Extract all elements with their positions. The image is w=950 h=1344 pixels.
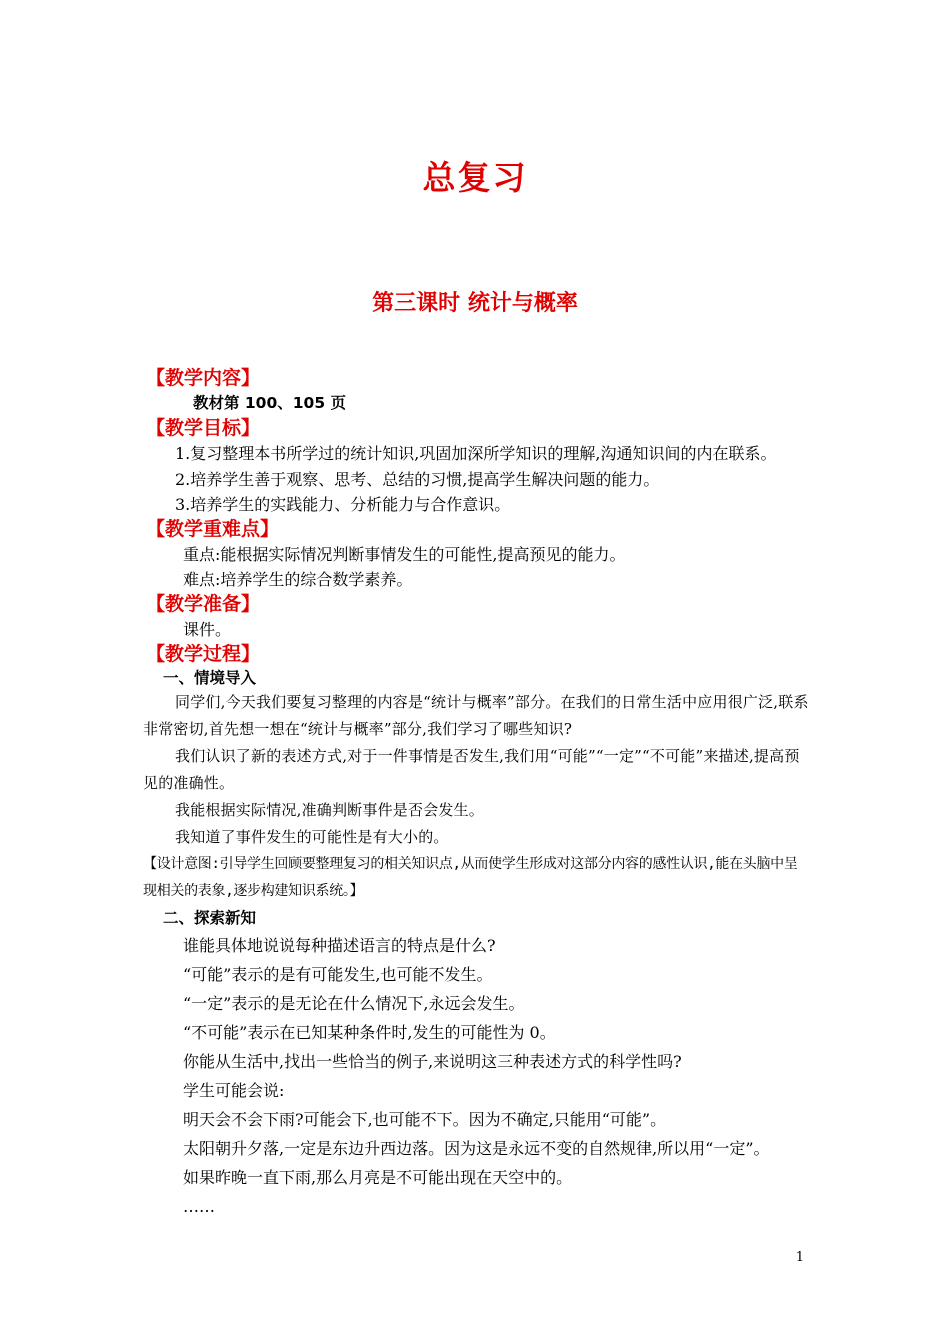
content-text: 教材第 100、105 页 [193,394,347,412]
document-title: 总复习 [422,158,528,197]
part2-line: 谁能具体地说说每种描述语言的特点是什么? [183,936,496,955]
part1-title: 一、情境导入 [163,669,257,687]
lesson-subtitle: 第三课时 统计与概率 [372,291,578,316]
page-number: 1 [795,1250,804,1265]
part2-line: …… [183,1197,215,1216]
heading-key-points: 【教学重难点】 [146,518,280,540]
design-intent-note: 【设计意图:引导学生回顾要整理复习的相关知识点,从而使学生形成对这部分内容的感性认识,能在头脑中呈现相关的表象,逐步构建知识系统。】 [143,856,798,899]
document-body [143,366,811,1221]
goal-item-2: 2.培养学生善于观察、思考、总结的习惯,提高学生解决问题的能力。 [175,470,660,489]
part1-paragraph: 我能根据实际情况,准确判断事件是否会发生。 [175,801,484,819]
part2-line: “一定”表示的是无论在什么情况下,永远会发生。 [183,994,525,1013]
part1-paragraph: 我知道了事件发生的可能性是有大小的。 [175,828,449,846]
part2-line: 明天会不会下雨?可能会下,也可能不下。因为不确定,只能用“可能”。 [183,1110,667,1129]
heading-process: 【教学过程】 [146,643,261,665]
heading-goals: 【教学目标】 [146,417,261,439]
key-point-difficult: 难点:培养学生的综合数学素养。 [183,570,413,589]
part2-line: “可能”表示的是有可能发生,也可能不发生。 [183,965,493,984]
part2-title: 二、探索新知 [163,909,257,927]
part2-line: 你能从生活中,找出一些恰当的例子,来说明这三种表述方式的科学性吗? [183,1052,682,1071]
key-point-important: 重点:能根据实际情况判断事情发生的可能性,提高预见的能力。 [183,545,626,564]
preparation-text: 课件。 [183,620,232,639]
part1-paragraph: 我们认识了新的表述方式,对于一件事情是否发生,我们用“可能”“一定”“不可能”来描述,提高预见的准确性。 [143,747,800,792]
part2-line: “不可能”表示在已知某种条件时,发生的可能性为 0。 [183,1023,556,1042]
heading-content: 【教学内容】 [146,367,261,389]
part1-paragraph: 同学们,今天我们要复习整理的内容是“统计与概率”部分。在我们的日常生活中应用很广泛,联系非常密切,首先想一想在“统计与概率”部分,我们学习了哪些知识? [143,693,809,738]
goal-item-1: 1.复习整理本书所学过的统计知识,巩固加深所学知识的理解,沟通知识间的内在联系。 [175,444,777,463]
part2-line: 太阳朝升夕落,一定是东边升西边落。因为这是永远不变的自然规律,所以用“一定”。 [183,1139,770,1158]
part2-line: 学生可能会说: [183,1081,285,1100]
goal-item-3: 3.培养学生的实践能力、分析能力与合作意识。 [175,495,511,514]
heading-preparation: 【教学准备】 [146,593,261,615]
part2-line: 如果昨晚一直下雨,那么月亮是不可能出现在天空中的。 [183,1168,573,1187]
